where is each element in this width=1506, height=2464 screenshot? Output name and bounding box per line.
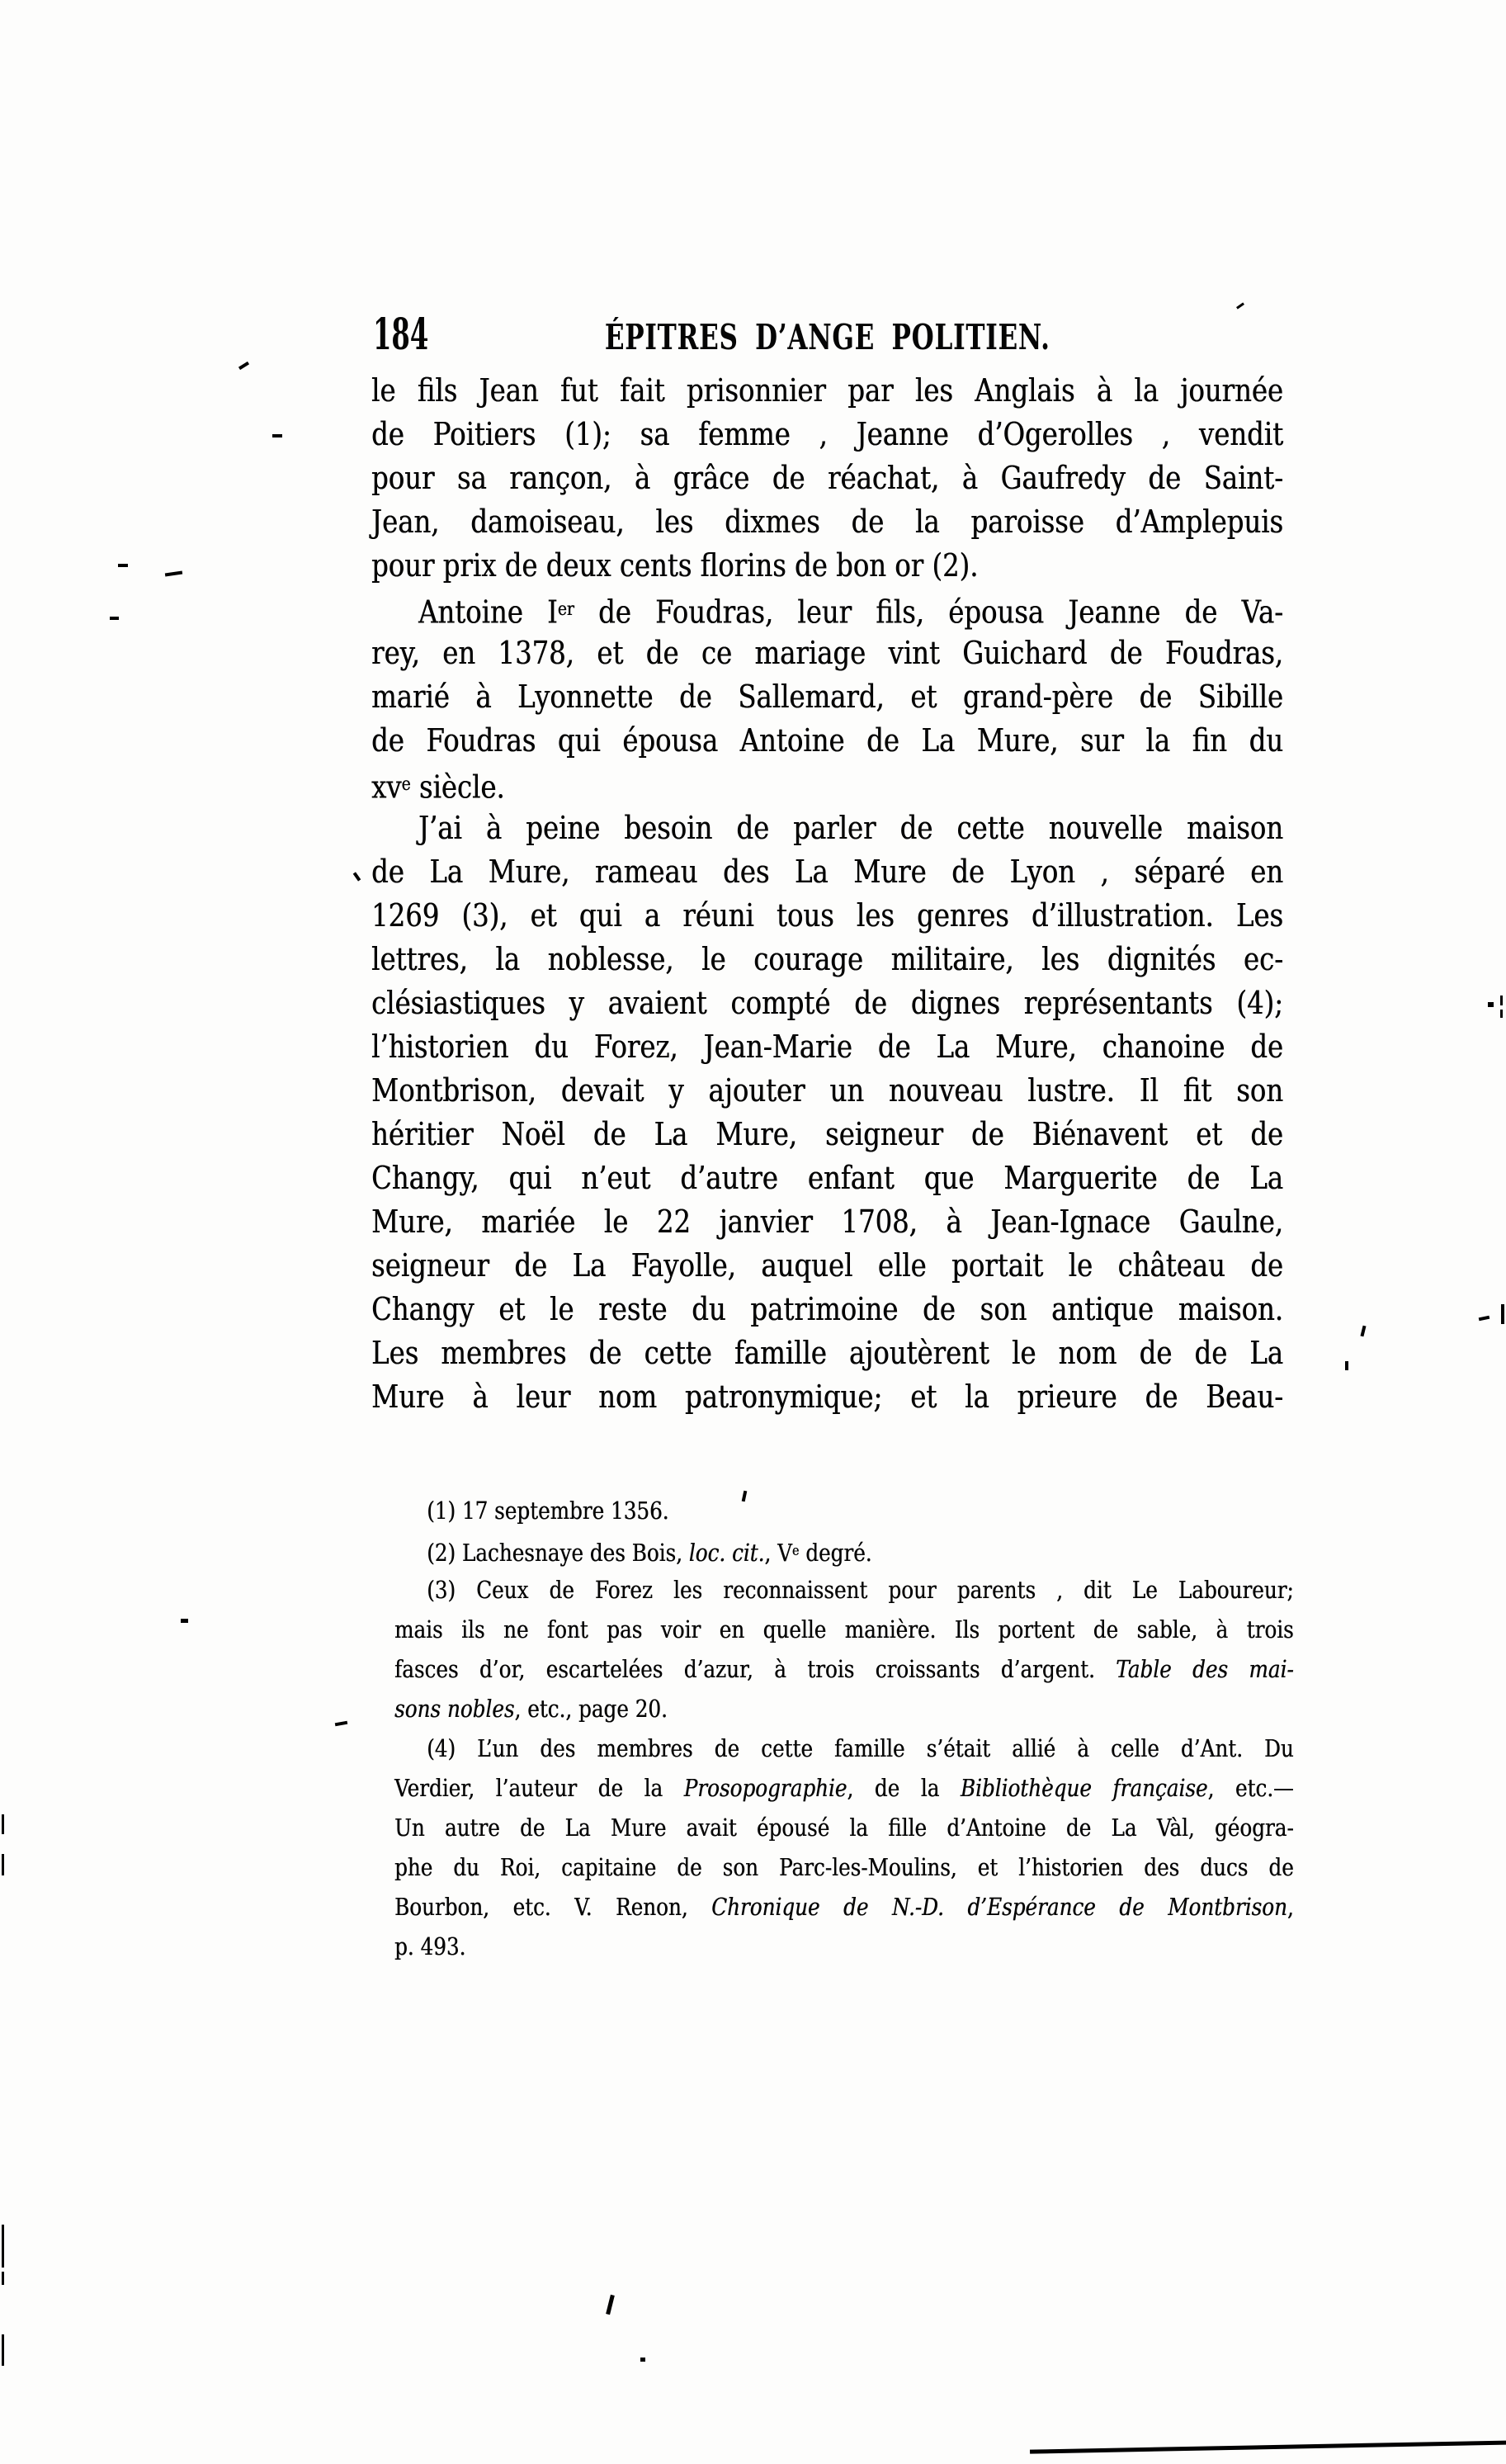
text-line bbox=[371, 806, 1283, 850]
text-segment: Antoine I bbox=[418, 594, 558, 631]
text-segment: xv bbox=[371, 769, 402, 806]
footnote-line bbox=[394, 1808, 1294, 1847]
italic-text-segment: Bibliothèque française bbox=[960, 1774, 1208, 1802]
scan-artifact bbox=[1500, 1010, 1503, 1018]
text-line bbox=[371, 1025, 1283, 1069]
text-line bbox=[371, 1288, 1283, 1331]
scan-artifact bbox=[353, 872, 361, 881]
italic-text-segment: loc. cit. bbox=[688, 1539, 765, 1568]
text-line bbox=[371, 1200, 1283, 1244]
text-segment: 1269 (3), et qui a réuni tous les genres d’illustration. Les bbox=[371, 897, 1283, 934]
text-line bbox=[371, 938, 1283, 981]
scan-artifact bbox=[2, 1854, 4, 1875]
running-header bbox=[371, 317, 1283, 358]
running-title: ÉPITRES D’ANGE POLITIEN. bbox=[604, 317, 1050, 357]
text-segment: phe du Roi, capitaine de son Parc-les-Moulins, et l’historien des ducs de bbox=[394, 1853, 1294, 1881]
text-segment: (1) 17 septembre 1356. bbox=[427, 1497, 669, 1525]
scan-artifact bbox=[2, 2334, 4, 2366]
text-line bbox=[371, 631, 1283, 675]
scan-artifact bbox=[181, 1619, 188, 1623]
text-line bbox=[371, 1156, 1283, 1200]
text-segment: Changy et le reste du patrimoine de son antique maison. bbox=[371, 1291, 1283, 1327]
text-segment: Montbrison, devait y ajouter un nouveau lustre. Il fit son bbox=[371, 1072, 1283, 1109]
italic-text-segment: Table des mai- bbox=[1116, 1655, 1294, 1683]
scan-artifact bbox=[238, 362, 249, 370]
text-segment: pour sa rançon, à grâce de réachat, à Gaufredy de Saint- bbox=[371, 460, 1283, 496]
text-segment: rey, en 1378, et de ce mariage vint Guichard de Foudras, bbox=[371, 635, 1283, 671]
footnote-line bbox=[394, 1491, 1294, 1530]
text-line bbox=[371, 1069, 1283, 1113]
text-line bbox=[371, 588, 1283, 631]
scan-artifact bbox=[118, 564, 128, 567]
footnote-line bbox=[394, 1530, 1294, 1570]
text-line bbox=[371, 894, 1283, 938]
scan-artifact bbox=[1236, 302, 1244, 309]
text-segment: (3) Ceux de Forez les reconnaissent pour parents , dit Le Laboureur; bbox=[427, 1576, 1294, 1604]
footnote-line bbox=[394, 1649, 1294, 1689]
text-segment: , bbox=[1286, 1893, 1294, 1921]
text-segment: héritier Noël de La Mure, seigneur de Biénavent et de bbox=[371, 1116, 1283, 1152]
text-segment: , etc.— bbox=[1207, 1774, 1294, 1802]
italic-text-segment: Chronique de N.-D. d’Espérance de Montbrison bbox=[711, 1893, 1287, 1921]
text-line bbox=[371, 369, 1283, 413]
italic-text-segment: Prosopographie bbox=[683, 1774, 847, 1802]
footnote-line bbox=[394, 1570, 1294, 1610]
text-line bbox=[371, 544, 1283, 588]
text-line bbox=[371, 1244, 1283, 1288]
text-segment: de Poitiers (1); sa femme , Jeanne d’Ogerolles , vendit bbox=[371, 416, 1283, 452]
text-segment: , etc., page 20. bbox=[514, 1695, 668, 1723]
text-segment: Bourbon, etc. V. Renon, bbox=[394, 1893, 712, 1921]
text-segment: pour prix de deux cents florins de bon or (2). bbox=[371, 547, 979, 584]
text-segment: de Foudras, leur fils, épousa Jeanne de Va- bbox=[574, 594, 1283, 631]
text-line bbox=[371, 413, 1283, 456]
scan-artifact bbox=[1479, 1316, 1490, 1322]
text-segment: Verdier, l’auteur de la bbox=[394, 1774, 684, 1802]
text-segment: Changy, qui n’eut d’autre enfant que Marguerite de La bbox=[371, 1160, 1283, 1196]
footnote-line bbox=[394, 1887, 1294, 1927]
scan-artifact bbox=[2, 1814, 4, 1834]
text-segment: mais ils ne font pas voir en quelle manière. Ils portent de sable, à trois bbox=[394, 1615, 1294, 1643]
footnote-line bbox=[394, 1927, 1294, 1966]
footnote-line bbox=[394, 1847, 1294, 1887]
text-line bbox=[371, 850, 1283, 894]
scan-artifact bbox=[272, 434, 282, 437]
text-segment: (2) Lachesnaye des Bois, bbox=[427, 1539, 689, 1568]
text-line bbox=[371, 763, 1283, 806]
text-segment: , de la bbox=[847, 1774, 961, 1802]
text-segment: degré. bbox=[799, 1539, 872, 1568]
superscript: e bbox=[401, 774, 411, 795]
footnote-line bbox=[394, 1729, 1294, 1768]
text-segment: Mure à leur nom patronymique; et la prieure de Beau- bbox=[371, 1379, 1283, 1415]
text-line bbox=[371, 1331, 1283, 1375]
footnotes-block bbox=[394, 1491, 1294, 1966]
page-number-text: 184 bbox=[373, 310, 429, 360]
scan-artifact bbox=[1345, 1361, 1348, 1370]
text-segment: (4) L’un des membres de cette famille s’était allié à celle d’Ant. Du bbox=[427, 1734, 1294, 1762]
text-line bbox=[371, 981, 1283, 1025]
text-segment: J’ai à peine besoin de parler de cette nouvelle maison bbox=[418, 810, 1284, 846]
text-segment: lettres, la noblesse, le courage militaire, les dignités ec- bbox=[371, 941, 1283, 977]
text-line bbox=[371, 500, 1283, 544]
footnote-line bbox=[394, 1610, 1294, 1649]
text-line bbox=[371, 1113, 1283, 1156]
scan-artifact bbox=[335, 1721, 347, 1727]
text-segment: de Foudras qui épousa Antoine de La Mure, sur la fin du bbox=[371, 722, 1283, 759]
text-segment: p. 493. bbox=[394, 1932, 466, 1960]
scan-artifact bbox=[640, 2358, 645, 2362]
text-segment: seigneur de La Fayolle, auquel elle portait le château de bbox=[371, 1247, 1283, 1284]
text-line bbox=[371, 456, 1283, 500]
main-text-block bbox=[371, 369, 1283, 1419]
text-segment: marié à Lyonnette de Sallemard, et grand-père de Sibille bbox=[371, 679, 1283, 715]
text-segment: Mure, mariée le 22 janvier 1708, à Jean-Ignace Gaulne, bbox=[371, 1204, 1283, 1240]
text-segment: l’historien du Forez, Jean-Marie de La Mure, chanoine de bbox=[371, 1029, 1283, 1065]
text-segment: clésiastiques y avaient compté de dignes représentants (4); bbox=[371, 985, 1283, 1021]
text-segment: le fils Jean fut fait prisonnier par les Anglais à la journée bbox=[371, 372, 1283, 409]
superscript: e bbox=[791, 1542, 800, 1558]
scan-artifact bbox=[110, 617, 119, 620]
scan-artifact bbox=[1501, 1304, 1504, 1324]
text-segment: siècle. bbox=[410, 769, 505, 806]
scan-artifact bbox=[1030, 2440, 1506, 2453]
italic-text-segment: sons nobles bbox=[394, 1695, 515, 1723]
text-segment: Jean, damoiseau, les dixmes de la paroisse d’Amplepuis bbox=[371, 504, 1283, 540]
footnote-line bbox=[394, 1768, 1294, 1808]
scan-artifact bbox=[1360, 1326, 1366, 1337]
text-line bbox=[371, 675, 1283, 719]
scan-artifact bbox=[165, 571, 182, 577]
text-segment: Un autre de La Mure avait épousé la fille d’Antoine de La Vàl, géogra- bbox=[394, 1814, 1294, 1842]
text-segment: de La Mure, rameau des La Mure de Lyon , séparé en bbox=[371, 854, 1283, 890]
text-line bbox=[371, 1375, 1283, 1419]
footnote-line bbox=[394, 1689, 1294, 1729]
scan-artifact bbox=[2, 2272, 4, 2285]
superscript: er bbox=[557, 599, 574, 620]
scan-artifact bbox=[2, 2225, 4, 2268]
text-segment: Les membres de cette famille ajoutèrent le nom de de La bbox=[371, 1335, 1283, 1371]
text-line bbox=[371, 719, 1283, 763]
scan-artifact bbox=[1488, 1002, 1494, 1007]
scan-artifact bbox=[1500, 996, 1503, 1005]
text-segment: , V bbox=[764, 1539, 792, 1568]
text-segment: fasces d’or, escartelées d’azur, à trois croissants d’argent. bbox=[394, 1655, 1117, 1683]
scan-artifact bbox=[606, 2295, 615, 2315]
